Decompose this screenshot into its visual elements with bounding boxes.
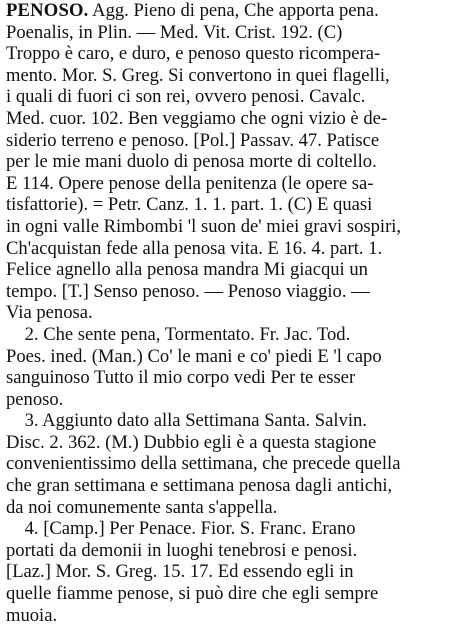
text-line: Troppo è caro, e duro, e penoso questo ricompera-: [6, 43, 381, 65]
text-line: Felice agnello alla penosa mandra Mi giacqui un: [6, 259, 368, 281]
text-line: quelle fiamme penose, si può dire che egli sempre: [6, 583, 379, 605]
text-line: sanguinoso Tutto il mio corpo vedi Per te esser: [6, 367, 356, 389]
text-line: portati da demonii in luoghi tenebrosi e penosi.: [6, 539, 358, 561]
text-line: Poes. ined. (Man.) Co' le mani e co' piedi E 'l capo: [6, 345, 382, 367]
text-line: mento. Mor. S. Greg. Si convertono in quei flagelli,: [6, 64, 390, 86]
text-line: in ogni valle Rimbombi 'l suon de' miei gravi sospiri,: [6, 215, 402, 237]
text-line: Ch'acquistan fede alla penosa vita. E 16. 4. part. 1.: [6, 237, 383, 259]
entry-paragraph-4: [6, 518, 472, 626]
text-line: tempo. [T.] Senso penoso. — Penoso viaggio. —: [6, 280, 370, 302]
text-line: Disc. 2. 362. (M.) Dubbio egli è a questa stagione: [6, 431, 377, 453]
entry-paragraph-1: [6, 0, 472, 324]
text-line: Poenalis, in Plin. — Med. Vit. Crist. 192. (C): [6, 21, 343, 43]
text-line: 2. Che sente pena, Tormentato. Fr. Jac. Tod.: [6, 323, 351, 345]
text-line: penoso.: [6, 388, 64, 410]
headword: PENOSO.: [6, 0, 89, 21]
text-line: siderio terreno e penoso. [Pol.] Passav. 47. Patisce: [6, 129, 380, 151]
text-line: Via penosa.: [6, 302, 93, 324]
text-line: che gran settimana e settimana penosa dagli antichi,: [6, 475, 393, 497]
text-line: [Laz.] Mor. S. Greg. 15. 17. Ed essendo egli in: [6, 561, 354, 583]
text-line: tisfattorie). = Petr. Canz. 1. 1. part. 1. (C) E quasi: [6, 194, 373, 216]
entry-paragraph-3: [6, 410, 472, 518]
text-line: E 114. Opere penose della penitenza (le opere sa-: [6, 172, 374, 194]
dictionary-entry: [6, 0, 472, 626]
text-line: 4. [Camp.] Per Penace. Fior. S. Franc. Erano: [6, 518, 356, 540]
text-line: convenientissimo della settimana, che precede quella: [6, 453, 401, 475]
text-line: da noi comunemente santa s'appella.: [6, 496, 278, 518]
text-line: Med. cuor. 102. Ben veggiamo che ogni vizio è de-: [6, 107, 388, 129]
text-line: i quali di fuori ci son rei, ovvero penosi. Cavalc.: [6, 86, 366, 108]
entry-paragraph-2: [6, 324, 472, 410]
text-line: per le mie mani duolo di penosa morte di coltello.: [6, 151, 377, 173]
text-line: muoia.: [6, 604, 58, 626]
text-line: [6, 0, 472, 22]
line-text: Agg. Pieno di pena, Che apporta pena.: [88, 0, 379, 21]
text-line: 3. Aggiunto dato alla Settimana Santa. Salvin.: [6, 410, 367, 432]
